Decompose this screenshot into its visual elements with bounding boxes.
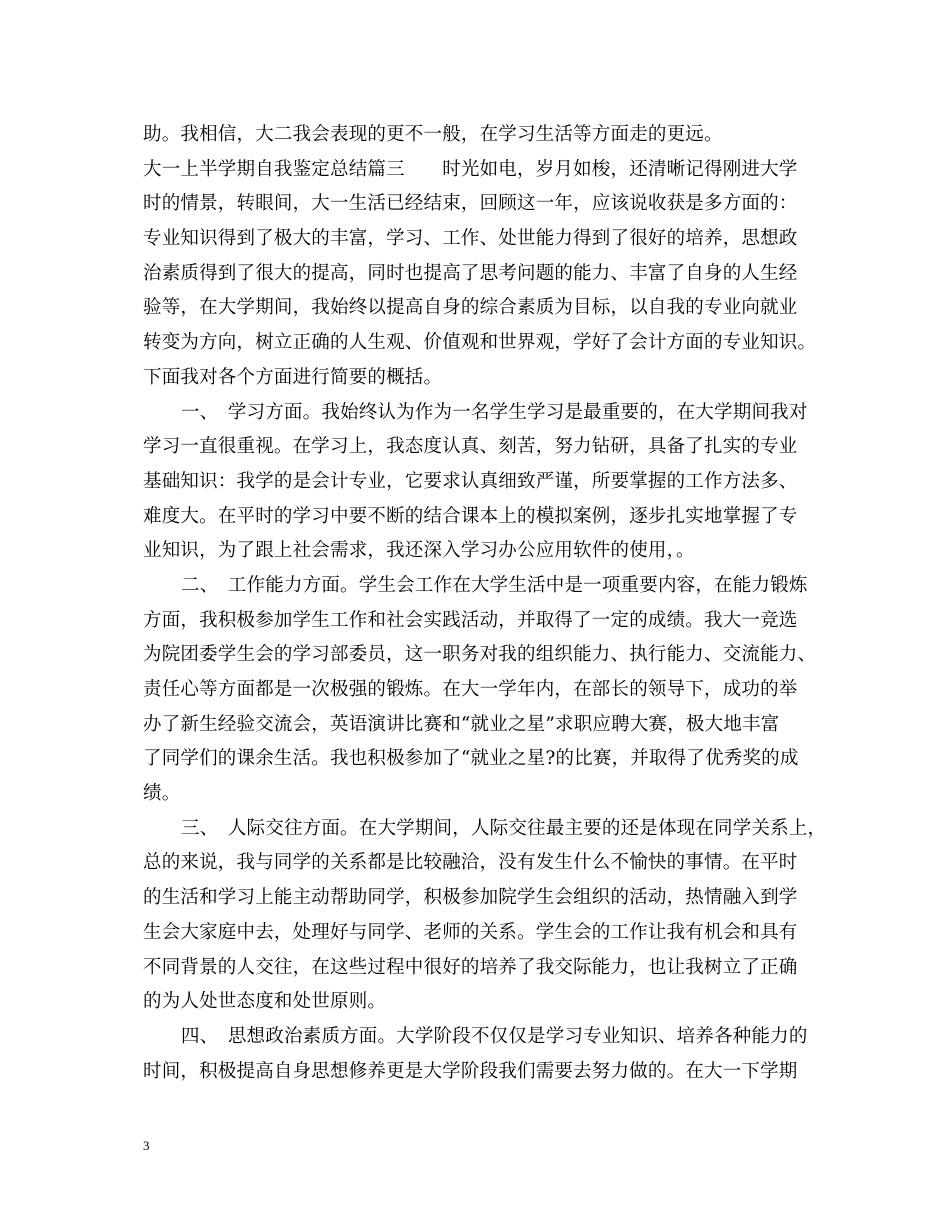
text-line: 时间，积极提高自身思想修养更是大学阶段我们需要去努力做的。在大一下学期 (143, 1060, 798, 1082)
text-line: 责任心等方面都是一次极强的锻炼。在大一学年内，在部长的领导下，成功的举 (143, 679, 798, 700)
text-line: 总的来说，我与同学的关系都是比较融洽，没有发生什么不愉快的事情。在平时 (143, 852, 798, 874)
text-line: 助。我相信，大二我会表现的更不一般，在学习生活等方面走的更远。 (143, 124, 723, 145)
text-line: 转变为方向，树立正确的人生观、价值观和世界观，学好了会计方面的专业知识。 (143, 332, 817, 354)
text-line: 一、 学习方面。我始终认为作为一名学生学习是最重要的，在大学期间我对 (181, 401, 808, 423)
text-line: 三、 人际交往方面。在大学期间，人际交往最主要的还是体现在同学关系上， (181, 817, 827, 839)
text-line: 难度大。在平时的学习中要不断的结合课本上的模拟案例，逐步扎实地掌握了专 (143, 505, 798, 527)
text-line: 业知识，为了跟上社会需求，我还深入学习办公应用软件的使用，。 (143, 540, 695, 562)
text-line: 不同背景的人交往，在这些过程中很好的培养了我交际能力，也让我树立了正确 (143, 956, 798, 978)
document-body (143, 118, 827, 1089)
text-line: 治素质得到了很大的提高，同时也提高了思考问题的能力、丰富了自身的人生经 (143, 262, 798, 284)
text-line: 二、 工作能力方面。学生会工作在大学生活中是一项重要内容，在能力锻炼 (181, 574, 808, 596)
text-line: 下面我对各个方面进行简要的概括。 (143, 366, 443, 388)
text-line: 生会大家庭中去，处理好与同学、老师的关系。学生会的工作让我有机会和具有 (143, 921, 798, 943)
text-line: 基础知识：我学的是会计专业，它要求认真细致严谨，所要掌握的工作方法多、 (143, 470, 798, 492)
text-line: 时的情景，转眼间，大一生活已经结束，回顾这一年，应该说收获是多方面的： (143, 193, 798, 215)
text-line: 大一上半学期自我鉴定总结篇三 时光如电，岁月如梭，还清晰记得刚进大学 (143, 158, 798, 180)
text-line: 验等，在大学期间，我始终以提高自身的综合素质为目标，以自我的专业向就业 (143, 297, 798, 319)
text-line: 办了新生经验交流会，英语演讲比赛和“就业之星”求职应聘大赛，极大地丰富 (143, 713, 780, 735)
text-line: 方面，我积极参加学生工作和社会实践活动，并取得了一定的成绩。我大一竞选 (143, 609, 798, 631)
text-line: 的为人处世态度和处世原则。 (143, 991, 387, 1013)
text-line: 专业知识得到了极大的丰富，学习、工作、处世能力得到了很好的培养，思想政 (143, 228, 798, 250)
text-line: 学习一直很重视。在学习上，我态度认真、刻苦，努力钻研，具备了扎实的专业 (143, 436, 798, 458)
text-line: 四、 思想政治素质方面。大学阶段不仅仅是学习专业知识、培养各种能力的 (181, 1025, 808, 1047)
text-line: 为院团委学生会的学习部委员，这一职务对我的组织能力、执行能力、交流能力、 (143, 644, 817, 666)
text-line: 绩。 (143, 783, 181, 805)
page-number: 3 (143, 1138, 150, 1153)
text-line: 了同学们的课余生活。我也积极参加了“就业之星?的比赛，并取得了优秀奖的成 (143, 748, 799, 770)
text-line: 的生活和学习上能主动帮助同学，积极参加院学生会组织的活动，热情融入到学 (143, 887, 798, 909)
